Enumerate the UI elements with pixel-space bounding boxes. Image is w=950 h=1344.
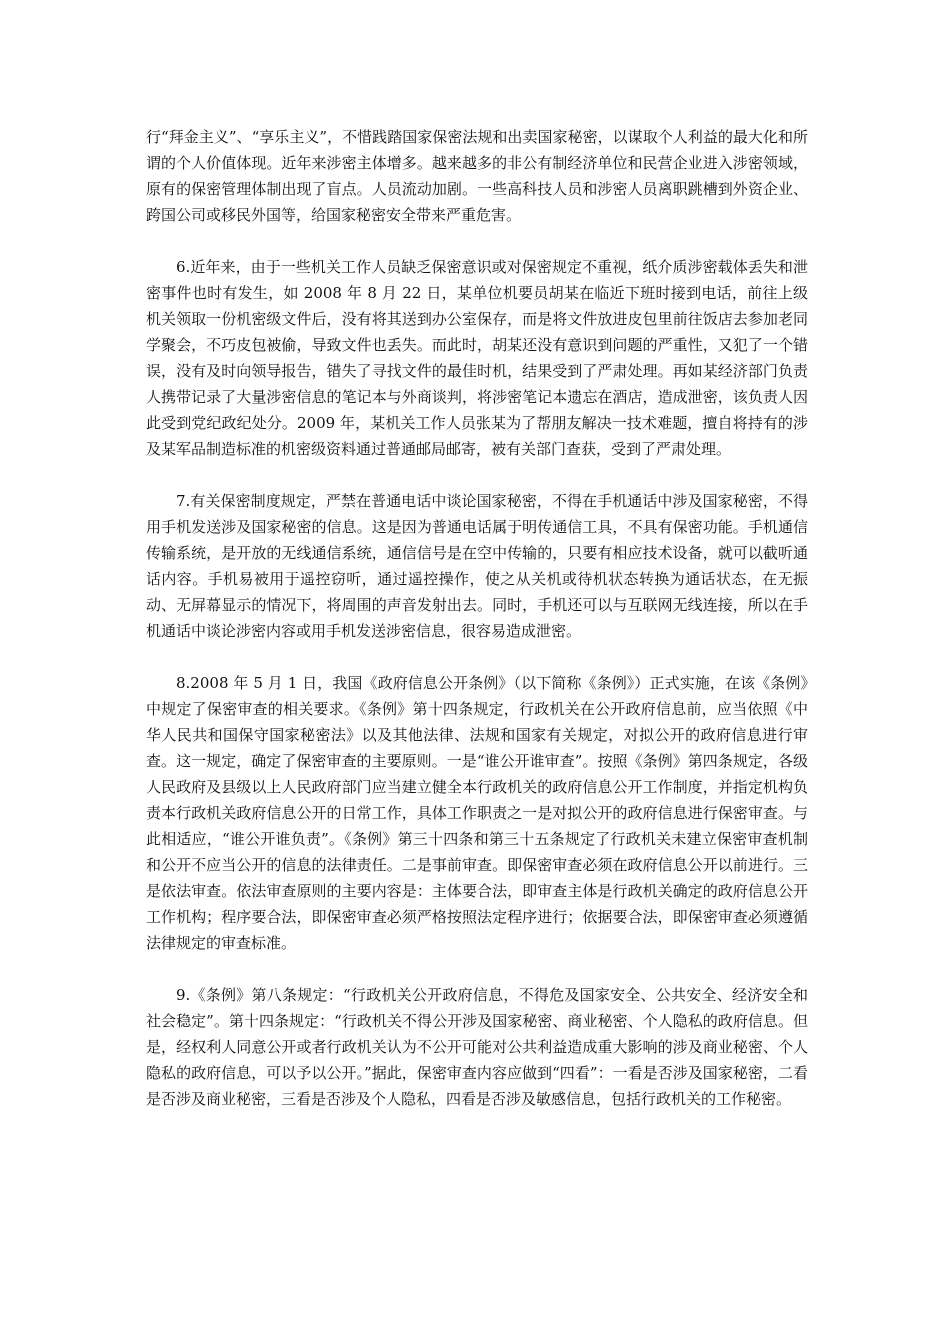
paragraph-item-8: 8.2008 年 5 月 1 日，我国《政府信息公开条例》（以下简称《条例》）正式实施，在该《条例》中规定了保密审查的相关要求。《条例》第十四条规定，行政机关在公开政府信息前，应当依照《中华人民共和国保守国家秘密法》以及其他法律、法规和国家有关规定，对拟公开的政府信息进行审查。这一规定，确定了保密审查的主要原则。一是“谁公开谁审查”。按照《条例》第四条规定，各级人民政府及县级以上人民政府部门应当建立健全本行政机关的政府信息公开工作制度，并指定机构负责本行政机关政府信息公开的日常工作，具体工作职责之一是对拟公开的政府信息进行保密审查。与此相适应，“谁公开谁负责”。《条例》第三十四条和第三十五条规定了行政机关未建立保密审查机制和公开不应当公开的信息的法律责任。二是事前审查。即保密审查必须在政府信息公开以前进行。三是依法审查。依法审查原则的主要内容是：主体要合法，即审查主体是行政机关确定的政府信息公开工作机构；程序要合法，即保密审查必须严格按照法定程序进行；依据要合法，即保密审查必须遵循法律规定的审查标准。 — [146, 674, 808, 952]
paragraph-item-6: 6.近年来，由于一些机关工作人员缺乏保密意识或对保密规定不重视，纸介质涉密载体丢失和泄密事件也时有发生，如 2008 年 8 月 22 日，某单位机要员胡某在临近下班时接到电话，前往上级机关领取一份机密级文件后，没有将其送到办公室保存，而是将文件放进皮包里前往饭店去参加老同学聚会，不巧皮包被偷，导致文件也丢失。而此时，胡某还没有意识到问题的严重性，又犯了一个错误，没有及时向领导报告，错失了寻找文件的最佳时机，结果受到了严肃处理。再如某经济部门负责人携带记录了大量涉密信息的笔记本与外商谈判，将涉密笔记本遗忘在酒店，造成泄密，该负责人因此受到党纪政纪处分。2009 年，某机关工作人员张某为了帮朋友解决一技术难题，擅自将持有的涉及某军品制造标准的机密级资料通过普通邮局邮寄，被有关部门查获，受到了严肃处理。 — [146, 258, 808, 458]
paragraph-continuation: 行“拜金主义”、“享乐主义”，不惜践踏国家保密法规和出卖国家秘密，以谋取个人利益的最大化和所谓的个人价值体现。近年来涉密主体增多。越来越多的非公有制经济单位和民营企业进入涉密领域，原有的保密管理体制出现了盲点。人员流动加剧。一些高科技人员和涉密人员离职跳槽到外资企业、跨国公司或移民外国等，给国家秘密安全带来严重危害。 — [146, 128, 808, 224]
paragraph-item-9: 9.《条例》第八条规定：“行政机关公开政府信息，不得危及国家安全、公共安全、经济安全和社会稳定”。第十四条规定：“行政机关不得公开涉及国家秘密、商业秘密、个人隐私的政府信息。但是，经权利人同意公开或者行政机关认为不公开可能对公共利益造成重大影响的涉及商业秘密、个人隐私的政府信息，可以予以公开。”据此，保密审查内容应做到“四看”：一看是否涉及国家秘密，二看是否涉及商业秘密，三看是否涉及个人隐私，四看是否涉及敏感信息，包括行政机关的工作秘密。 — [146, 986, 808, 1108]
paragraph-item-7: 7.有关保密制度规定，严禁在普通电话中谈论国家秘密，不得在手机通话中涉及国家秘密，不得用手机发送涉及国家秘密的信息。这是因为普通电话属于明传通信工具，不具有保密功能。手机通信传输系统，是开放的无线通信系统，通信信号是在空中传输的，只要有相应技术设备，就可以截听通话内容。手机易被用于遥控窃听，通过遥控操作，使之从关机或待机状态转换为通话状态，在无振动、无屏幕显示的情况下，将周围的声音发射出去。同时，手机还可以与互联网无线连接，所以在手机通话中谈论涉密内容或用手机发送涉密信息，很容易造成泄密。 — [146, 492, 808, 640]
document-page — [146, 124, 808, 1138]
